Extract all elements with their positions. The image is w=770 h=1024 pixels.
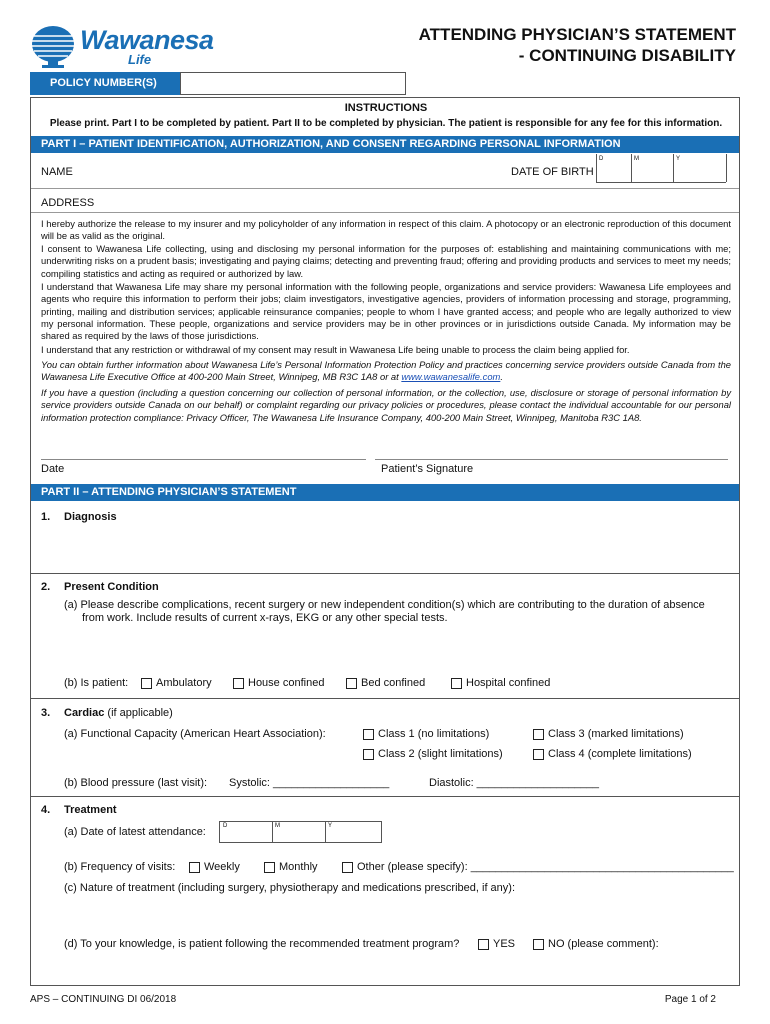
patient-status-label: (b) Is patient: (64, 677, 129, 689)
following-treatment-label: (d) To your knowledge, is patient following the recommended treatment program? (64, 938, 460, 950)
blood-pressure-label: (b) Blood pressure (last visit): (64, 777, 208, 789)
complications-field[interactable] (64, 628, 729, 672)
class-1-checkbox[interactable] (363, 729, 374, 740)
attendance-day-label: D (223, 823, 228, 829)
address-field[interactable] (101, 193, 731, 211)
wawanesa-website-link[interactable]: www.wawanesalife.com (401, 371, 501, 383)
page-number: Page 1 of 2 (664, 994, 716, 1005)
instructions-title: INSTRUCTIONS (344, 102, 428, 114)
class-2-checkbox[interactable] (363, 749, 374, 760)
dob-day-label: D (599, 156, 604, 162)
attendance-month-label: M (275, 823, 280, 829)
complications-question-line1: (a) Please describe complications, recent surgery or new independent condition(s) which are contributing to the duration of absence (64, 599, 705, 611)
nature-of-treatment-field[interactable] (64, 897, 729, 933)
yes-checkbox[interactable] (478, 939, 489, 950)
no-checkbox[interactable] (533, 939, 544, 950)
globe-icon (30, 24, 76, 68)
class-3-label: Class 3 (marked limitations) (548, 728, 684, 740)
complications-question-line2: from work. Include results of current x-rays, EKG or any other special tests. (82, 612, 448, 624)
cardiac-heading: Cardiac (if applicable) (64, 707, 173, 719)
ambulatory-checkbox[interactable] (141, 678, 152, 689)
diagnosis-field[interactable] (64, 526, 729, 570)
dob-label: DATE OF BIRTH (511, 166, 594, 178)
diastolic-field[interactable]: Diastolic: ____________________ (429, 777, 600, 789)
instructions-text: Please print. Part I to be completed by patient. Part II to be completed by physician. The patient is responsible for any fee for this information. (49, 118, 723, 129)
weekly-label: Weekly (204, 861, 240, 873)
title-line-1: ATTENDING PHYSICIAN’S STATEMENT (418, 25, 736, 44)
bed-confined-label: Bed confined (361, 677, 426, 689)
dob-field[interactable] (597, 162, 725, 181)
systolic-field[interactable]: Systolic: ___________________ (229, 777, 390, 789)
policy-number-label: POLICY NUMBER(S) (30, 72, 180, 95)
monthly-label: Monthly (279, 861, 318, 873)
house-confined-checkbox[interactable] (233, 678, 244, 689)
title-line-2: - CONTINUING DISABILITY (518, 46, 736, 65)
section-1-number: 1. (41, 511, 51, 523)
treatment-comment-field[interactable] (64, 955, 729, 983)
hospital-confined-checkbox[interactable] (451, 678, 462, 689)
latest-attendance-label: (a) Date of latest attendance: (64, 826, 206, 838)
patient-signature-label: Patient’s Signature (381, 463, 474, 475)
monthly-checkbox[interactable] (264, 862, 275, 873)
consent-paragraph-3: I understand that Wawanesa Life may share my personal information with the following people, organizations and service providers: Wawanesa Life employees and agents who require this information to perform their jobs; claim investigators, investigative agencies, providers of information processing and storage, programming, printing, mailing and distribution services; applicable reinsurance companies; people to whom I have granted access; and people who are legally authorized to view my personal information. These people, organizations and service providers may be in other provinces or in jurisdictions outside Canada. My information may be shared as required by the laws of those jurisdictions. (41, 281, 731, 342)
bed-confined-checkbox[interactable] (346, 678, 357, 689)
name-label: NAME (41, 166, 73, 178)
treatment-heading: Treatment (64, 804, 117, 816)
section-2-number: 2. (41, 581, 51, 593)
consent-paragraph-1: I hereby authorize the release to my insurer and my policyholder of any information in respect of this claim. A photocopy or an electronic reproduction of this document will be as valid as the original. (41, 218, 731, 242)
dob-month-label: M (634, 156, 639, 162)
section-3-number: 3. (41, 707, 51, 719)
patient-signature-field[interactable] (375, 440, 728, 458)
no-label: NO (please comment): (548, 938, 659, 950)
date-signed-field[interactable] (41, 440, 366, 458)
hospital-confined-label: Hospital confined (466, 677, 551, 689)
part1-heading: PART I – PATIENT IDENTIFICATION, AUTHORIZATION, AND CONSENT REGARDING PERSONAL INFORMATION (31, 136, 739, 153)
latest-attendance-date-field[interactable] (219, 821, 382, 843)
weekly-checkbox[interactable] (189, 862, 200, 873)
class-1-label: Class 1 (no limitations) (378, 728, 490, 740)
privacy-info-paragraph: You can obtain further information about Wawanesa Life’s Personal Information Protection Policy and practices concerning service providers outside Canada from the Wawanesa Life Executive Office at 400-200 Main Street, Winnipeg, MB R3C 1A8 or at www.wawanesalife.com. (41, 359, 731, 383)
consent-paragraph-4: I understand that any restriction or withdrawal of my consent may result in Wawanesa Life being unable to process the claim being applied for. (41, 344, 630, 355)
consent-paragraph-2: I consent to Wawanesa Life collecting, using and disclosing my personal information for the purposes of: establishing and maintaining communications with me; underwriting risks on a prudent basis; investigating and paying claims; detecting and preventing fraud; offering and providing products and services to meet my needs; compiling statistics and acting as required or authorized by law. (41, 243, 731, 279)
wawanesa-logo (30, 22, 214, 72)
frequency-label: (b) Frequency of visits: (64, 861, 176, 873)
yes-label: YES (493, 938, 516, 950)
other-frequency-checkbox[interactable] (342, 862, 353, 873)
class-4-label: Class 4 (complete limitations) (548, 748, 692, 760)
diagnosis-heading: Diagnosis (64, 511, 117, 523)
class-2-label: Class 2 (slight limitations) (378, 748, 503, 760)
privacy-info-text: You can obtain further information about Wawanesa Life’s Personal Information Protection Policy and practices concerning service providers outside Canada from the Wawanesa Life Executive Office at 400-200 Main Street, Winnipeg, MB R3C 1A8 or at (41, 359, 731, 383)
policy-number-row (30, 72, 740, 95)
dob-year-label: Y (676, 156, 681, 162)
part2-heading: PART II – ATTENDING PHYSICIAN’S STATEMENT (31, 484, 739, 501)
address-label: ADDRESS (41, 197, 95, 209)
section-4-number: 4. (41, 804, 51, 816)
page-title (419, 24, 736, 66)
privacy-contact-paragraph: If you have a question (including a question concerning our collection of personal information, or the collection, use, disclosure or storage of personal information by service providers outside Canada on our behalf) or complaint regarding our privacy policies or procedures, please contact the individual accountable for our personal information protection compliance: Privacy Officer, The Wawanesa Life Insurance Company, 400-200 Main Street, Winnipeg, Manitoba R3C 1A8. (41, 387, 731, 423)
present-condition-heading: Present Condition (64, 581, 159, 593)
class-3-checkbox[interactable] (533, 729, 544, 740)
form-code: APS – CONTINUING DI 06/2018 (30, 994, 177, 1005)
house-confined-label: House confined (248, 677, 325, 689)
policy-number-field[interactable] (180, 72, 406, 95)
class-4-checkbox[interactable] (533, 749, 544, 760)
logo-sub: Life (128, 52, 152, 67)
attendance-year-label: Y (328, 823, 333, 829)
nature-of-treatment-label: (c) Nature of treatment (including surgery, physiotherapy and medications prescribed, if any): (64, 882, 516, 894)
logo-wordmark: Wawanesa (80, 25, 214, 55)
form-frame (30, 97, 740, 986)
functional-capacity-label: (a) Functional Capacity (American Heart Association): (64, 728, 326, 740)
name-field[interactable] (91, 156, 506, 180)
date-label: Date (41, 463, 65, 475)
other-frequency-field[interactable]: Other (please specify): ___________________________________________ (357, 861, 734, 873)
ambulatory-label: Ambulatory (156, 677, 212, 689)
